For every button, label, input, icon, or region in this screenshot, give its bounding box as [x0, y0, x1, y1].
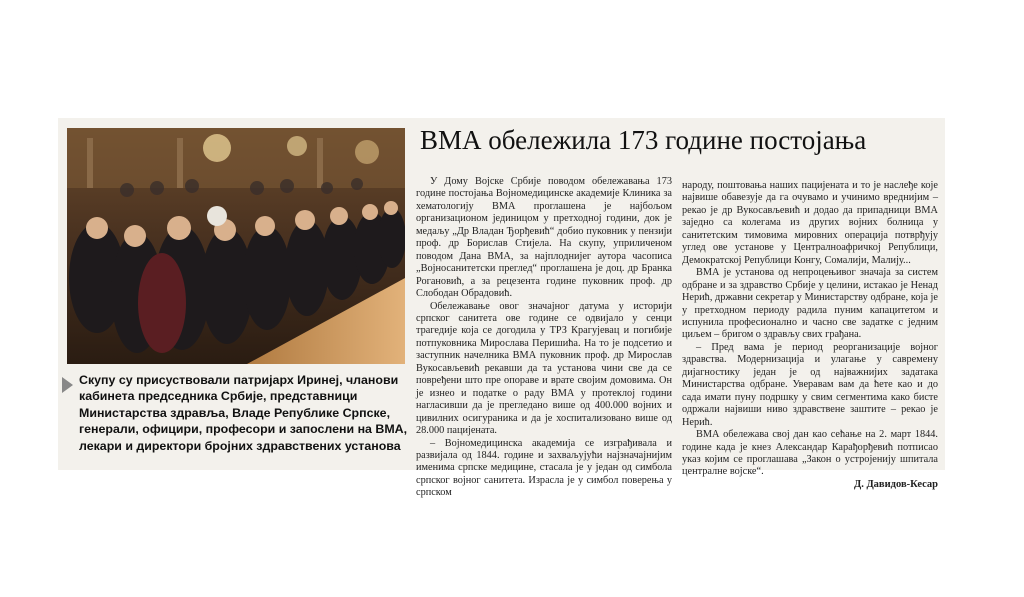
article-column-2 — [682, 180, 938, 491]
event-photo — [67, 128, 405, 364]
article-headline: ВМА обележила 173 године постојања — [420, 125, 867, 155]
photo-caption: Скупу су присуствовали патријарх Иринеј, чланови кабинета председника Србије, представници Министарства здравља, Владе Републике Српске, генерали, официри, професори и запослени на ВМА, лекари и директори бројних здравствених установа — [79, 373, 408, 453]
audience-photo-illustration — [67, 128, 405, 364]
article-column-1 — [416, 176, 672, 500]
author-signature: Д. Давидов-Кесар — [853, 478, 938, 490]
paragraph: ВМА обележава свој дан као сећање на 2. март 1844. године када је кнез Александар Карађорђевић потписао указ којим се проглашава „Закон о устројенију шпитала централне војске“. — [682, 429, 938, 478]
paragraph: народу, поштовања наших пацијената и то је наслеђе које највише обавезује да га очувамо и учинимо вреднијим – рекао је др Вукосављевић и додао да припадници ВМА заједно са колегама из других војних болница у санитетским тимовима мировних операција потврђују углед ове установе у Централноафричкој Републици, Демократској Републици Конгу, Сомалији, Малију... — [682, 180, 938, 266]
paragraph: ВМА је установа од непроцењивог значаја за систем одбране и за здравство Србије у целини, истакао је Ненад Нерић, државни секретар у Министарству одбране, која је у претходном периоду радила пуним капацитетом и испунила професионално и часно све задатке с једним циљем – бригом о здрављу свих грађана. — [682, 267, 938, 341]
paragraph: Обележавање овог значајног датума у историји српског санитета ове године се одвијало у сенци трагедије која се догодила у ТРЗ Крагујевац и погибије потпуковника Мирослава Перишића. На то је подсетио и заступник начелника ВМА пуковник проф. др Мирослав Вукосављевић рекавши да та установа чини све да се повређени што пре опораве и врате својим домовима. Он је изнео и податке о раду ВМА у протеклој години нагласивши да је прегледано више од 400.000 војних и цивилних осигураника и да је хоспитализовано више од 28.000 пацијената. — [416, 300, 672, 437]
paragraph: – Пред вама је период реорганизације војног здравства. Модернизација и улагање у савремену дијагностику један је од најважнијих задатака Министарства одбране. Уверавам вам да ћете као и до сада имати пуну подршку у свим сегментима како бисте одржали највиши ниво здравствене заштите – рекао је Нерић. — [682, 341, 938, 428]
paragraph: У Дому Војске Србије поводом обележавања 173 године постојања Војномедицинске академије Клиника за хематологију ВМА проглашена је најбољом организационом јединицом у претходној години, док је медаљу „Др Владан Ђорђевић“ добио пуковник у пензији проф. др Борислав Стијела. На скупу, уприличеном поводом Дана ВМА, за најплоднијег аутора часописа „Војносанитетски преглед“ проглашена је доц. др Бранка Рогановић, а за рецезента године пуковник проф. др Слободан Обрадовић. — [416, 176, 672, 300]
paragraph: – Војномедицинска академија се изграђивала и развијала од 1844. године и захваљујући најзначајнијим именима српске медицине, стасала је у један од симбола српског војног санитета. Израсла је у симбол поверења у српском — [416, 437, 672, 499]
caption-arrow-icon — [62, 377, 73, 393]
